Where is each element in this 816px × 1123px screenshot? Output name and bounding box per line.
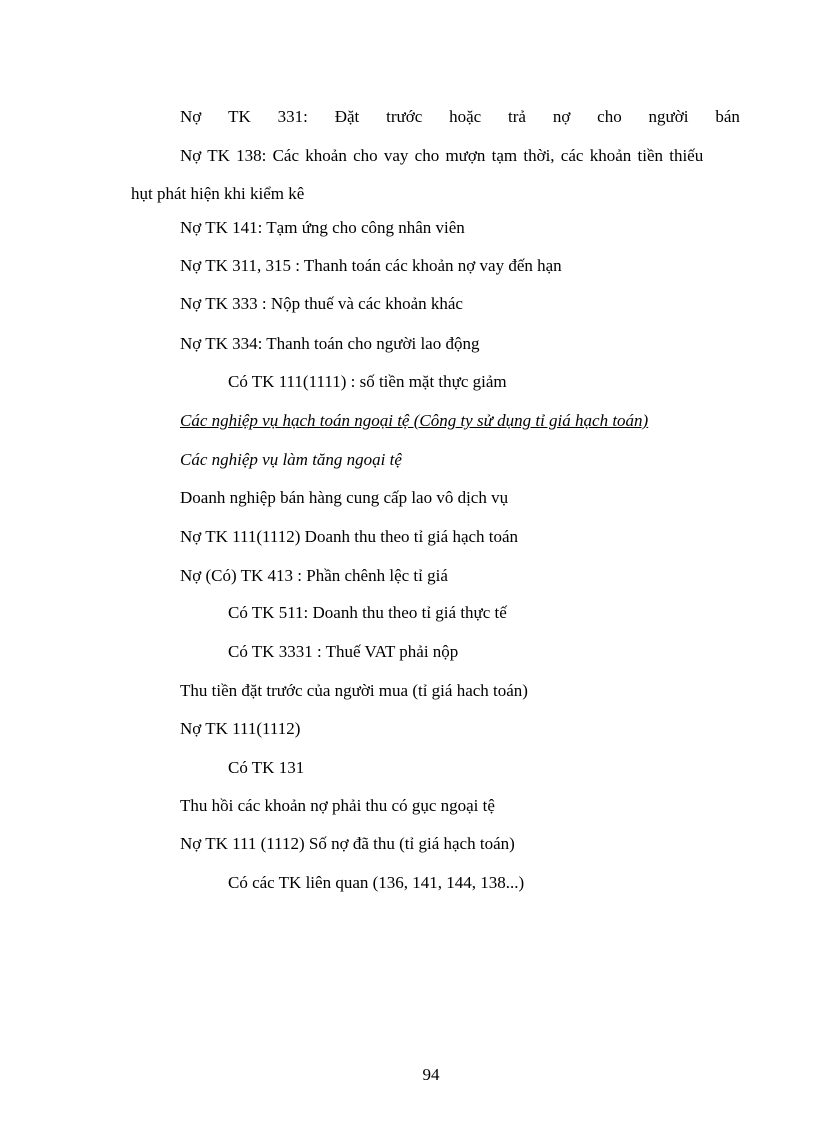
paragraph-line: Nợ TK 334: Thanh toán cho người lao động [180, 334, 480, 353]
paragraph-line: hụt phát hiện khi kiểm kê [131, 184, 305, 203]
paragraph-line-indented: Có TK 3331 : Thuế VAT phải nộp [228, 642, 459, 661]
paragraph-line: Nợ TK 111 (1112) Số nợ đã thu (tỉ giá hạch toán) [180, 834, 515, 853]
line-1-word: trước [386, 107, 423, 126]
paragraph-line: Doanh nghiệp bán hàng cung cấp lao vô dịch vụ [180, 488, 509, 507]
paragraph-line: Nợ (Có) TK 413 : Phần chênh lệc tỉ giá [180, 566, 448, 585]
section-heading: Các nghiệp vụ hạch toán ngoại tệ (Công ty sử dụng tỉ giá hạch toán) [180, 411, 649, 430]
paragraph-line: Nợ TK 111(1112) [180, 719, 301, 738]
paragraph-line: Nợ TK 111(1112) Doanh thu theo tỉ giá hạch toán [180, 527, 519, 546]
paragraph-line-indented: Có TK 511: Doanh thu theo tỉ giá thực tế [228, 603, 507, 622]
line-1-word: cho [597, 107, 622, 126]
line-1-word: Đặt [334, 107, 360, 126]
line-1-word: trả [508, 107, 526, 126]
line-1-word: 331: [277, 107, 308, 126]
line-1-word: Nợ [180, 107, 202, 126]
paragraph-line-indented: Có TK 131 [228, 758, 305, 777]
line-1-word: nợ [552, 107, 571, 126]
paragraph-line: Nợ TK 333 : Nộp thuế và các khoản khác [180, 294, 463, 313]
paragraph-line: Nợ TK 138: Các khoản cho vay cho mượn tạm thời, các khoản tiền thiếu [180, 146, 704, 165]
line-1-word: hoặc [449, 107, 482, 126]
line-1-word: TK [228, 107, 251, 126]
paragraph-line-indented: Có TK 111(1111) : số tiền mặt thực giảm [228, 372, 507, 391]
paragraph-line: Nợ TK 311, 315 : Thanh toán các khoản nợ vay đến hạn [180, 256, 562, 275]
line-1-word: bán [715, 107, 740, 126]
page-number: 94 [422, 1065, 440, 1084]
sub-heading: Các nghiệp vụ làm tăng ngoại tệ [180, 450, 402, 469]
line-1-word: người [648, 107, 689, 126]
line-1 [180, 107, 740, 127]
paragraph-line-indented: Có các TK liên quan (136, 141, 144, 138...) [228, 873, 525, 892]
paragraph-line: Nợ TK 141: Tạm ứng cho công nhân viên [180, 218, 465, 237]
paragraph-line: Thu tiền đặt trước của người mua (tỉ giá hach toán) [180, 681, 528, 700]
paragraph-line: Thu hồi các khoản nợ phải thu có gục ngoại tệ [180, 796, 495, 815]
